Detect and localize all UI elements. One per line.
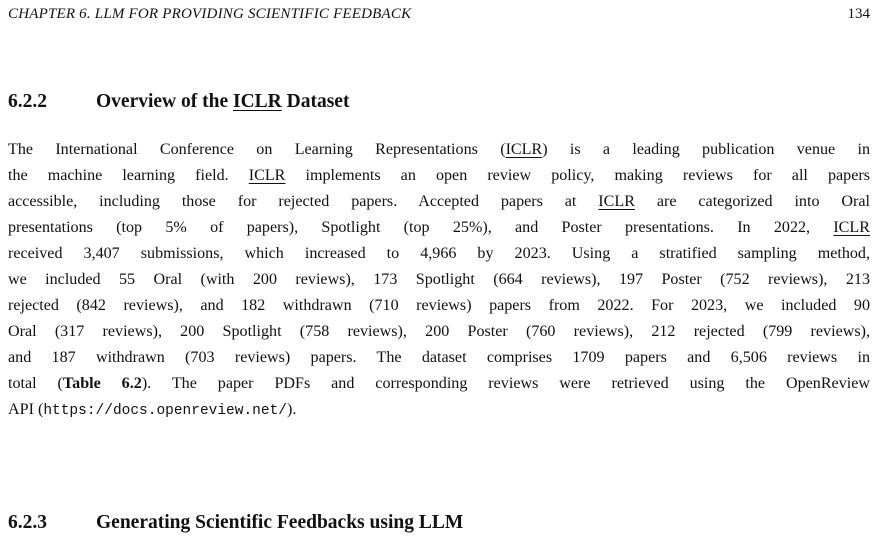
text-span: ). [286,401,297,418]
paragraph-line: Oral (317 reviews), 200 Spotlight (758 reviews), 200 Poster (760 reviews), 212 rejected (799 reviews), [8,323,870,340]
section-title-part: Overview of the [96,91,233,112]
section-number: 6.2.3 [8,512,47,533]
iclr-acronym-link[interactable]: ICLR [598,193,635,210]
paragraph-line [8,137,870,163]
text-span: total ( [8,375,63,392]
chapter-title: CHAPTER 6. LLM FOR PROVIDING SCIENTIFIC FEEDBACK [8,6,412,22]
text-span: The International Conference on Learning Representations ( [8,141,506,158]
iclr-acronym-link[interactable]: ICLR [505,141,543,158]
paragraph-line [8,371,870,397]
iclr-acronym-link[interactable]: ICLR [833,219,870,236]
paragraph-line: we included 55 Oral (with 200 reviews), 173 Spotlight (664 reviews), 197 Poster (752 reviews), 213 [8,271,870,288]
paragraph-line [8,163,870,189]
text-span: ) is a leading publication venue in [542,141,870,158]
body-paragraph [8,137,870,424]
text-span: API ( [8,401,44,418]
text-span: ). The paper PDFs and corresponding reviews were retrieved using the OpenReview [141,375,870,392]
paragraph-line [8,397,870,424]
text-span: presentations (top 5% of papers), Spotlight (top 25%), and Poster presentations. In 2022, [8,219,834,236]
paragraph-line: received 3,407 submissions, which increased to 4,966 by 2023. Using a stratified sampling method, [8,245,870,262]
paragraph-line [8,189,870,215]
text-span: accessible, including those for rejected papers. Accepted papers at [8,193,599,210]
paragraph-line: rejected (842 reviews), and 182 withdrawn (710 reviews) papers from 2022. For 2023, we included 90 [8,297,870,314]
section-title-part: Dataset [281,91,350,112]
page-number: 134 [847,6,870,22]
iclr-acronym-link[interactable]: ICLR [248,167,286,184]
text-span: the machine learning field. [8,167,249,184]
paragraph-line [8,215,870,241]
text-span: implements an open review policy, making reviews for all papers [285,167,870,184]
section-title: Generating Scientific Feedbacks using LLM [96,512,464,533]
openreview-url-link[interactable]: https://docs.openreview.net/ [43,403,287,419]
text-span: are categorized into Oral [634,193,870,210]
paragraph-line: and 187 withdrawn (703 reviews) papers. The dataset comprises 1709 papers and 6,506 reviews in [8,349,870,366]
running-header [8,6,870,28]
iclr-acronym-link[interactable]: ICLR [233,91,282,112]
table-reference-link[interactable]: Table 6.2 [62,375,142,392]
section-number: 6.2.2 [8,91,47,112]
section-heading-6-2-3 [8,512,463,534]
section-heading-6-2-2 [8,91,349,113]
